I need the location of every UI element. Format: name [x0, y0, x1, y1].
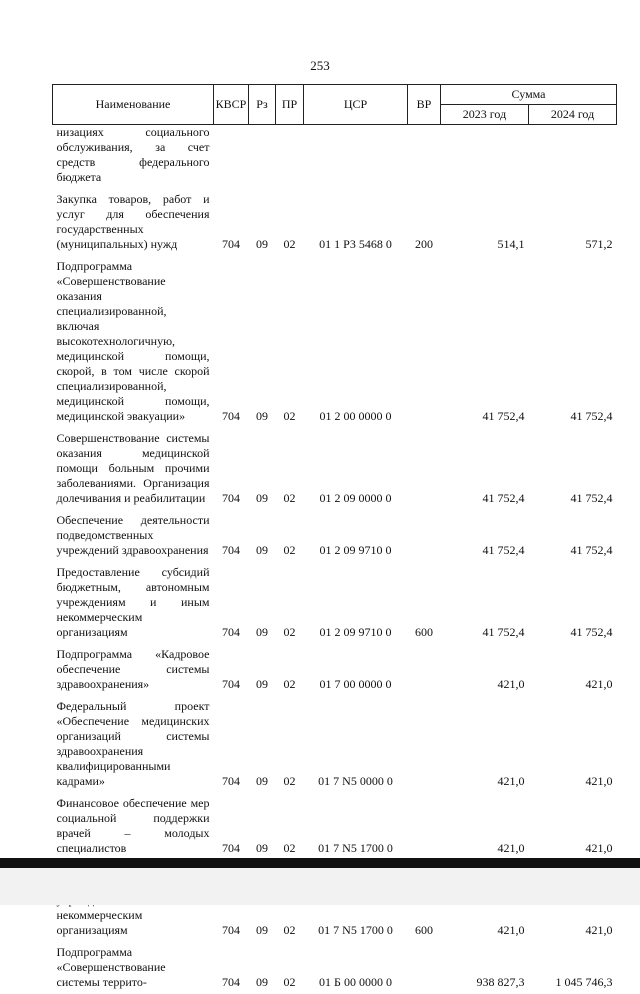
row-kvsr: 704	[214, 562, 249, 644]
row-vr	[408, 510, 441, 562]
row-vr: 600	[408, 562, 441, 644]
row-vr	[408, 793, 441, 860]
row-amount-2024: 41 752,4	[529, 428, 617, 510]
row-amount-2024	[529, 125, 617, 190]
row-rz: 09	[249, 510, 276, 562]
table-row	[53, 428, 617, 510]
row-csr: 01 2 09 9710 0	[304, 510, 408, 562]
row-rz: 09	[249, 256, 276, 428]
row-amount-2023: 421,0	[441, 696, 529, 793]
row-vr: 600	[408, 860, 441, 942]
row-amount-2023: 421,0	[441, 793, 529, 860]
header-year-2023: 2023 год	[441, 105, 529, 125]
table-row	[53, 256, 617, 428]
row-amount-2023: 41 752,4	[441, 510, 529, 562]
header-vr: ВР	[408, 85, 441, 125]
row-pr: 02	[276, 510, 304, 562]
row-amount-2023: 41 752,4	[441, 428, 529, 510]
row-amount-2024: 1 045 746,3	[529, 942, 617, 994]
row-csr	[304, 125, 408, 190]
row-rz: 09	[249, 860, 276, 942]
row-amount-2024: 41 752,4	[529, 510, 617, 562]
table-row	[53, 510, 617, 562]
row-kvsr: 704	[214, 860, 249, 942]
row-name: Совершенствование системы оказания медицинской помощи больным прочими заболеваниями. Организация долечивания и реабилитации	[53, 428, 214, 510]
row-name: Предоставление субсидий бюджетным, автономным учреждениям и иным некоммерческим организациям	[53, 562, 214, 644]
row-amount-2024: 421,0	[529, 696, 617, 793]
row-pr: 02	[276, 428, 304, 510]
row-amount-2024: 421,0	[529, 793, 617, 860]
row-name: некоммерческим организациям	[53, 860, 214, 942]
row-kvsr: 704	[214, 189, 249, 256]
header-sum: Сумма	[441, 85, 617, 105]
row-kvsr: 704	[214, 428, 249, 510]
row-vr	[408, 696, 441, 793]
table-row	[53, 696, 617, 793]
row-amount-2023: 938 827,3	[441, 942, 529, 994]
row-rz	[249, 125, 276, 190]
row-name: Подпрограмма «Совершенствование системы террито-	[53, 942, 214, 994]
header-rz: Рз	[249, 85, 276, 125]
row-rz: 09	[249, 428, 276, 510]
row-kvsr: 704	[214, 942, 249, 994]
row-vr	[408, 644, 441, 696]
row-rz: 09	[249, 189, 276, 256]
table-row	[53, 793, 617, 860]
table-row	[53, 189, 617, 256]
row-vr	[408, 125, 441, 190]
row-amount-2023	[441, 125, 529, 190]
row-name: низациях социального обслуживания, за счет средств федерального бюджета	[53, 125, 214, 190]
row-pr: 02	[276, 256, 304, 428]
row-pr: 02	[276, 189, 304, 256]
header-kvsr: КВСР	[214, 85, 249, 125]
row-kvsr: 704	[214, 793, 249, 860]
row-vr	[408, 428, 441, 510]
row-amount-2023: 421,0	[441, 860, 529, 942]
table-row	[53, 942, 617, 994]
row-amount-2023: 421,0	[441, 644, 529, 696]
row-name: Подпрограмма «Совершенствование оказания специализированной, включая высокотехнологичную, медицинской помощи, скорой, в том числе скорой специализированной, медицинской помощи, медицинской эвакуации»	[53, 256, 214, 428]
row-vr	[408, 256, 441, 428]
row-csr: 01 Б 00 0000 0	[304, 942, 408, 994]
row-pr	[276, 125, 304, 190]
row-csr: 01 7 N5 1700 0	[304, 793, 408, 860]
row-amount-2024: 421,0	[529, 860, 617, 942]
row-amount-2024: 41 752,4	[529, 562, 617, 644]
row-pr: 02	[276, 942, 304, 994]
header-year-2024: 2024 год	[529, 105, 617, 125]
row-pr: 02	[276, 793, 304, 860]
row-csr: 01 2 09 0000 0	[304, 428, 408, 510]
table-row	[53, 644, 617, 696]
row-name: Обеспечение деятельности подведомственных учреждений здравоохранения	[53, 510, 214, 562]
row-kvsr: 704	[214, 510, 249, 562]
row-pr: 02	[276, 644, 304, 696]
row-vr: 200	[408, 189, 441, 256]
row-csr: 01 7 N5 1700 0	[304, 860, 408, 942]
row-rz: 09	[249, 793, 276, 860]
page-number: 253	[0, 58, 640, 74]
row-pr: 02	[276, 696, 304, 793]
row-name: Закупка товаров, работ и услуг для обеспечения государственных (муниципальных) нужд	[53, 189, 214, 256]
row-kvsr	[214, 125, 249, 190]
row-amount-2023: 41 752,4	[441, 562, 529, 644]
row-kvsr: 704	[214, 256, 249, 428]
header-csr: ЦСР	[304, 85, 408, 125]
table-header	[53, 85, 617, 125]
row-csr: 01 7 00 0000 0	[304, 644, 408, 696]
row-csr: 01 1 Р3 5468 0	[304, 189, 408, 256]
row-vr	[408, 942, 441, 994]
row-rz: 09	[249, 644, 276, 696]
row-amount-2024: 421,0	[529, 644, 617, 696]
row-amount-2024: 571,2	[529, 189, 617, 256]
row-amount-2024: 41 752,4	[529, 256, 617, 428]
header-pr: ПР	[276, 85, 304, 125]
row-csr: 01 2 09 9710 0	[304, 562, 408, 644]
row-amount-2023: 41 752,4	[441, 256, 529, 428]
row-kvsr: 704	[214, 644, 249, 696]
scan-margin	[0, 868, 640, 905]
row-rz: 09	[249, 562, 276, 644]
row-rz: 09	[249, 942, 276, 994]
row-name: Федеральный проект «Обеспечение медицинских организаций системы здравоохранения квалифицированными кадрами»	[53, 696, 214, 793]
table-row	[53, 125, 617, 190]
row-csr: 01 2 00 0000 0	[304, 256, 408, 428]
row-name: Подпрограмма «Кадровое обеспечение системы здравоохранения»	[53, 644, 214, 696]
row-amount-2023: 514,1	[441, 189, 529, 256]
scan-border	[0, 858, 640, 868]
row-rz: 09	[249, 696, 276, 793]
row-csr: 01 7 N5 0000 0	[304, 696, 408, 793]
row-pr: 02	[276, 860, 304, 942]
row-kvsr: 704	[214, 696, 249, 793]
header-name: Наименование	[53, 85, 214, 125]
row-name: Финансовое обеспечение мер социальной поддержки врачей – молодых специалистов	[53, 793, 214, 860]
row-pr: 02	[276, 562, 304, 644]
table-row	[53, 562, 617, 644]
